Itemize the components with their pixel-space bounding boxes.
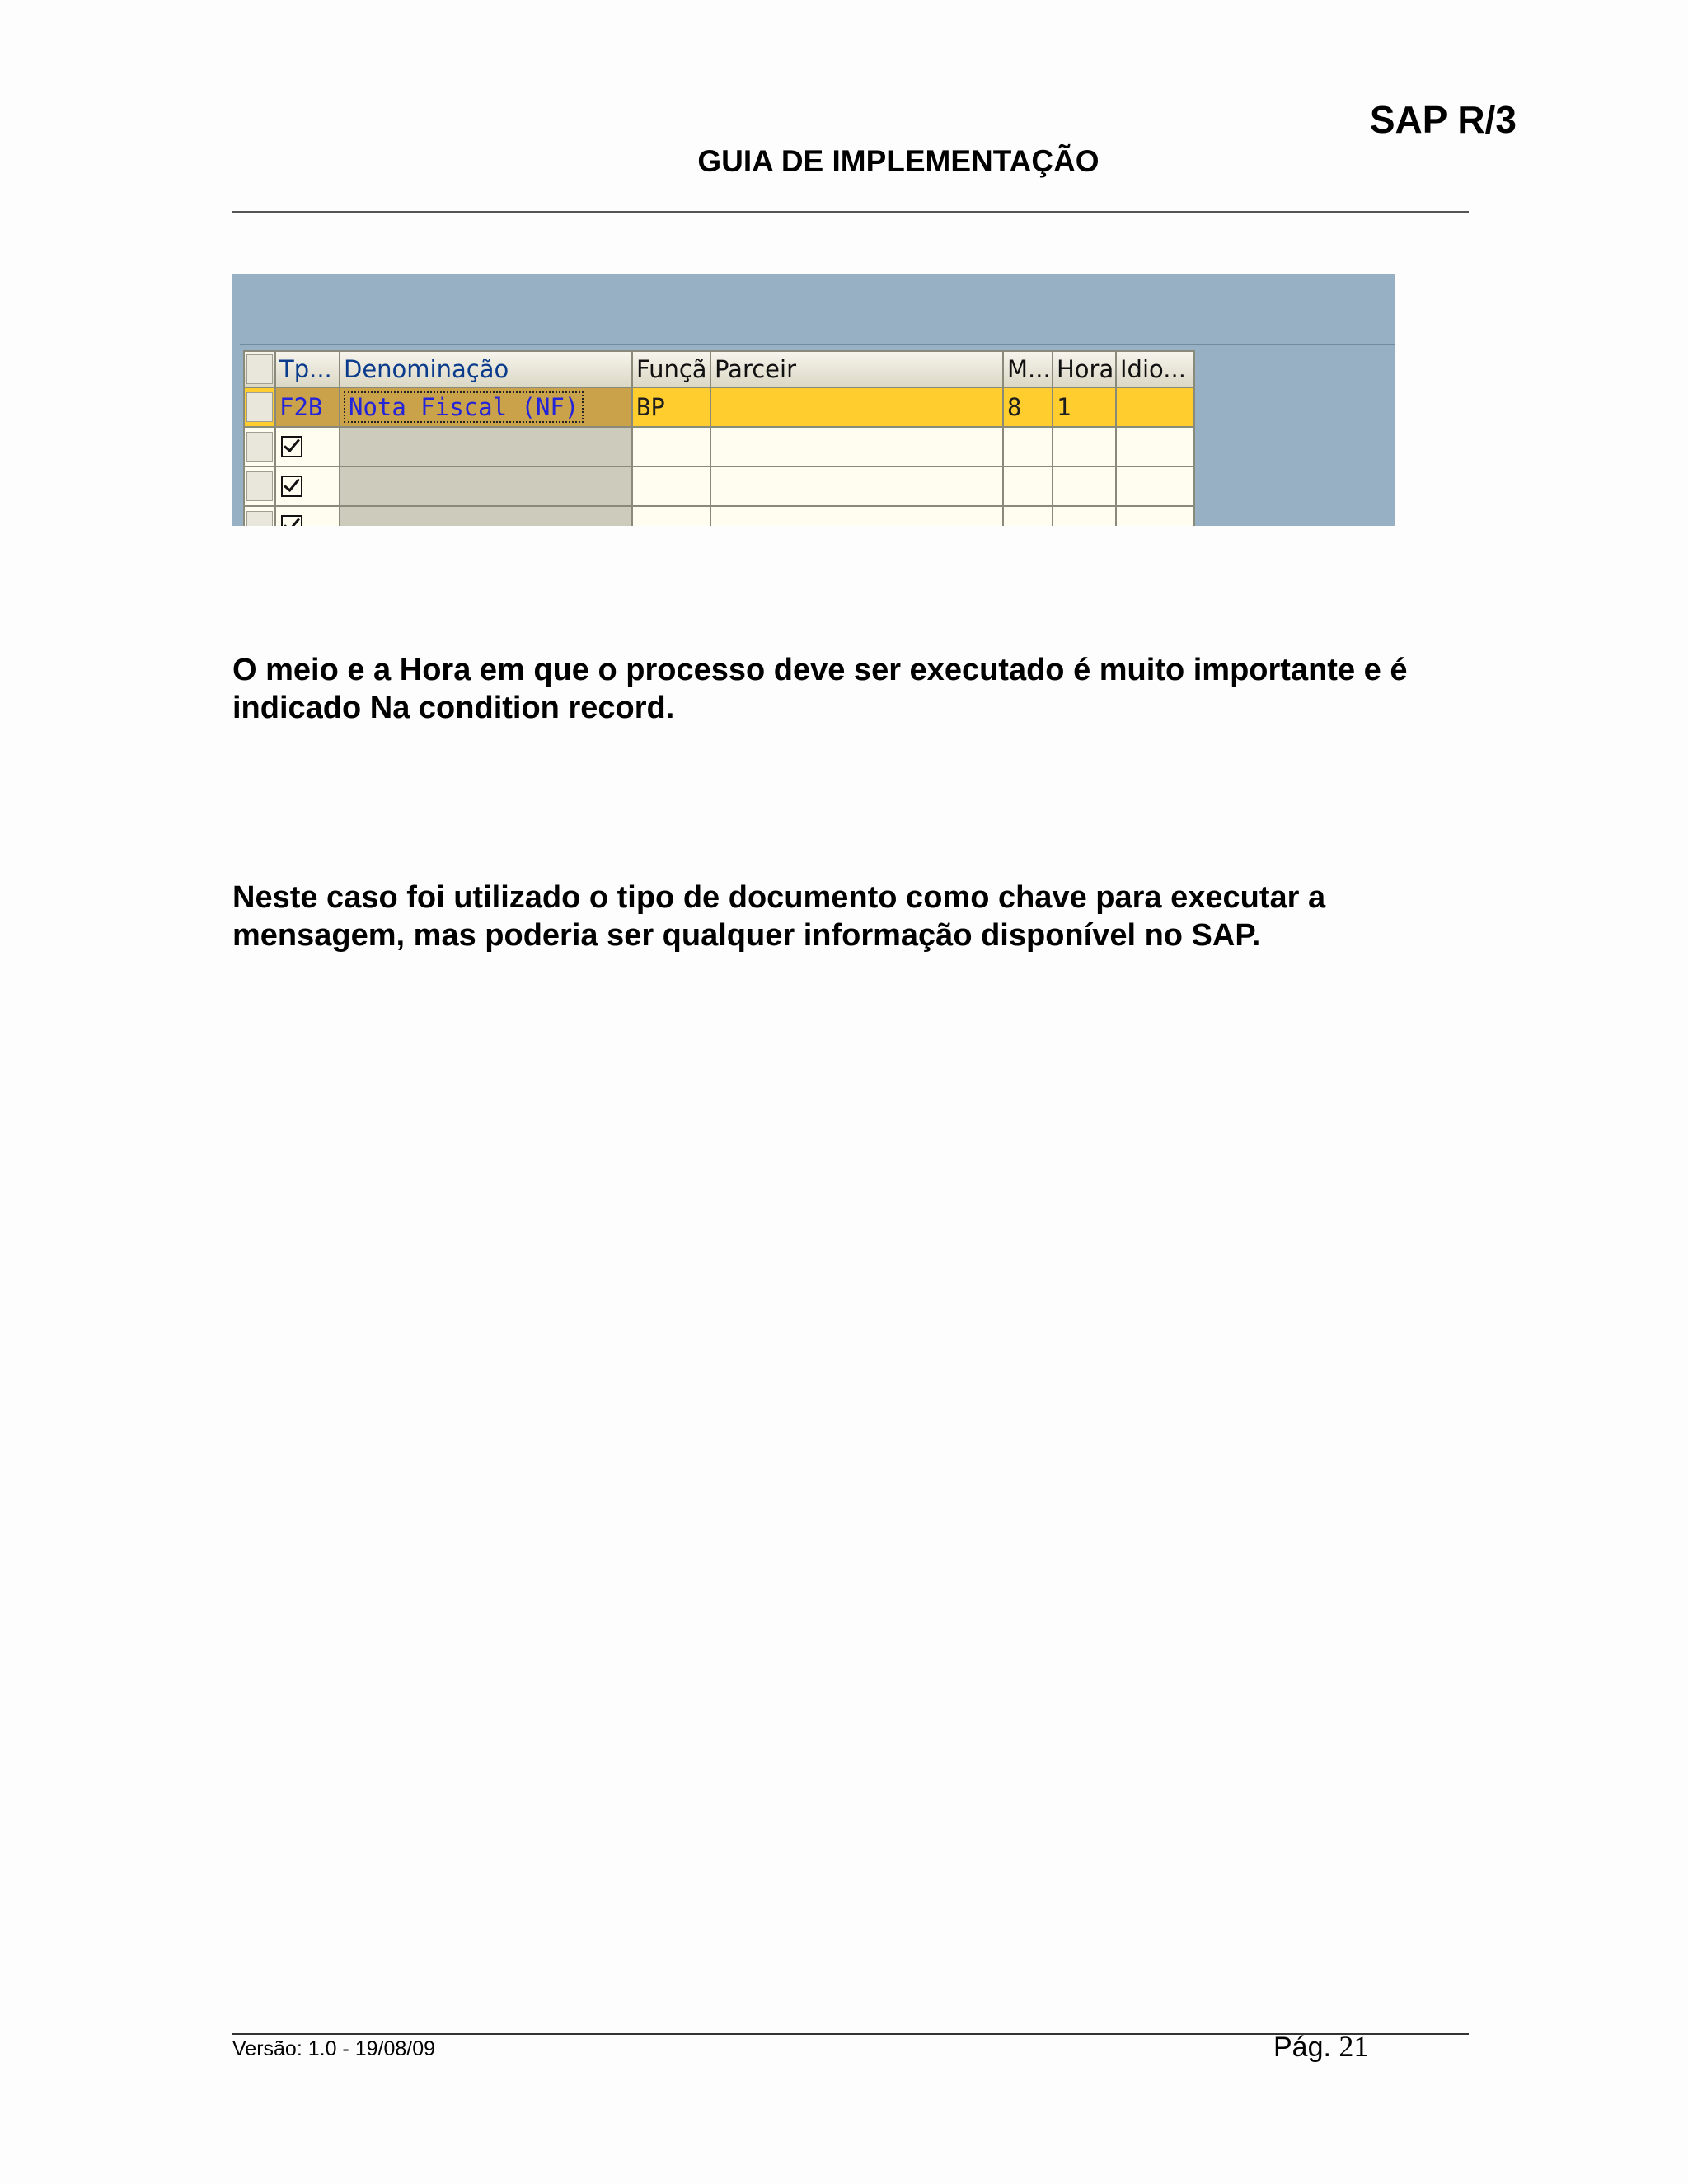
column-header-tp[interactable]: Tp... — [276, 350, 340, 388]
column-header-funcao[interactable]: Funçã — [633, 350, 711, 388]
cell-denominacao — [340, 507, 633, 526]
cell-meio[interactable] — [1004, 428, 1053, 467]
select-all-button[interactable] — [243, 350, 276, 388]
checkbox-icon[interactable] — [281, 476, 302, 497]
body-paragraph-2: Neste caso foi utilizado o tipo de documento como chave para executar a mensagem, mas poderia ser qualquer informação disponível no SAP. — [232, 880, 1326, 953]
cell-funcao[interactable]: BP — [633, 388, 711, 428]
table-row[interactable] — [243, 388, 1195, 428]
condition-records-table — [243, 350, 1195, 526]
cell-funcao[interactable] — [633, 428, 711, 467]
cell-parceiro[interactable] — [711, 467, 1004, 507]
cell-meio[interactable] — [1004, 507, 1053, 526]
cell-denominacao-text: Nota Fiscal (NF) — [344, 391, 584, 423]
cell-denominacao — [340, 467, 633, 507]
footer-version: Versão: 1.0 - 19/08/09 — [232, 2037, 436, 2060]
cell-tp[interactable]: F2B — [276, 388, 340, 428]
table-row[interactable] — [243, 507, 1195, 526]
cell-tp[interactable] — [276, 467, 340, 507]
footer-page — [1273, 2029, 1368, 2064]
column-header-idioma[interactable]: Idio... — [1117, 350, 1195, 388]
column-header-denominacao[interactable]: Denominação — [340, 350, 633, 388]
cell-idioma[interactable] — [1117, 428, 1195, 467]
cell-denominacao — [340, 428, 633, 467]
document-title: GUIA DE IMPLEMENTAÇÃO — [697, 144, 1100, 178]
cell-meio[interactable]: 8 — [1004, 388, 1053, 428]
column-header-meio[interactable]: M... — [1004, 350, 1053, 388]
table-header-row — [243, 350, 1195, 388]
cell-hora[interactable]: 1 — [1053, 388, 1117, 428]
cell-meio[interactable] — [1004, 467, 1053, 507]
header-divider — [232, 211, 1469, 213]
cell-idioma[interactable] — [1117, 388, 1195, 428]
checkbox-icon[interactable] — [281, 515, 302, 526]
cell-parceiro[interactable] — [711, 388, 1004, 428]
cell-tp[interactable] — [276, 428, 340, 467]
row-selector[interactable] — [243, 388, 276, 428]
page-number: 21 — [1339, 2030, 1369, 2063]
cell-hora[interactable] — [1053, 428, 1117, 467]
row-selector[interactable] — [243, 467, 276, 507]
cell-idioma[interactable] — [1117, 507, 1195, 526]
body-paragraph-1: O meio e a Hora em que o processo deve ser executado é muito importante e é indicado Na condition record. — [232, 653, 1408, 725]
cell-idioma[interactable] — [1117, 467, 1195, 507]
row-selector[interactable] — [243, 507, 276, 526]
page-label: Pág. — [1273, 2032, 1331, 2063]
cell-funcao[interactable] — [633, 467, 711, 507]
sap-frame-line — [240, 344, 1395, 345]
cell-tp[interactable] — [276, 507, 340, 526]
cell-hora[interactable] — [1053, 467, 1117, 507]
sap-screenshot — [232, 274, 1395, 526]
column-header-hora[interactable]: Hora — [1053, 350, 1117, 388]
table-row[interactable] — [243, 467, 1195, 507]
row-selector[interactable] — [243, 428, 276, 467]
column-header-parceiro[interactable]: Parceir — [711, 350, 1004, 388]
brand-title: SAP R/3 — [1369, 98, 1517, 141]
cell-funcao[interactable] — [633, 507, 711, 526]
cell-parceiro[interactable] — [711, 428, 1004, 467]
cell-parceiro[interactable] — [711, 507, 1004, 526]
cell-denominacao[interactable] — [340, 388, 633, 428]
cell-hora[interactable] — [1053, 507, 1117, 526]
checkbox-icon[interactable] — [281, 436, 302, 457]
table-row[interactable] — [243, 428, 1195, 467]
